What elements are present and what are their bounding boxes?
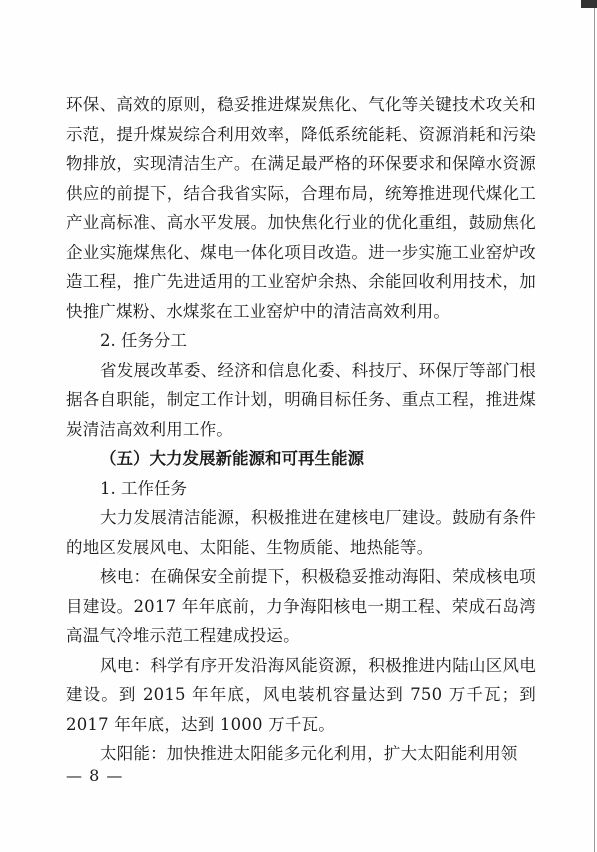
- paragraph-solar: 太阳能：加快推进太阳能多元化利用，扩大太阳能利用领: [100, 744, 518, 763]
- paragraph-wind: 风电：科学有序开发沿海风能资源，积极推进内陆山区风电建设。到 2015 年年底，风电装机容量达到 750 万千瓦；到 2017 年年底，达到 1000 万千瓦。: [66, 655, 536, 734]
- paragraph-coal-clean-use: 环保、高效的原则，稳妥推进煤炭焦化、气化等关键技术攻关和示范，提升煤炭综合利用效率，降低系统能耗、资源消耗和污染物排放，实现清洁生产。在满足最严格的环保要求和保障水资源供应的前提下，结合我省实际，合理布局，统筹推进现代煤化工产业高标准、高水平发展。加快焦化行业的优化重组，鼓励焦化企业实施煤焦化、煤电一体化项目改造。进一步实施工业窑炉改造工程，推广先进适用的工业窑炉余热、余能回收利用技术，加快推广煤粉、水煤浆在工业窑炉中的清洁高效利用。: [66, 95, 536, 321]
- heading-work-tasks: 1. 工作任务: [100, 478, 187, 498]
- paragraph-nuclear: 核电：在确保安全前提下，积极稳妥推动海阳、荣成核电项目建设。2017 年年底前，力争海阳核电一期工程、荣成石岛湾高温气冷堆示范工程建成投运。: [66, 567, 536, 645]
- scan-corner-mark: [581, 0, 597, 8]
- page-edge-line: [594, 0, 595, 852]
- document-body: [66, 90, 536, 769]
- paragraph-task-division: 省发展改革委、经济和信息化委、科技厅、环保厅等部门根据各自职能，制定工作计划，明确目标任务、重点工程，推进煤炭清洁高效利用工作。: [66, 360, 536, 439]
- page-number: — 8 —: [66, 766, 124, 785]
- paragraph-clean-energy: 大力发展清洁能源，积极推进在建核电厂建设。鼓励有条件的地区发展风电、太阳能、生物质能、地热能等。: [66, 508, 536, 557]
- section-heading-new-energy: （五）大力发展新能源和可再生能源: [100, 449, 364, 468]
- heading-task-division: 2. 任务分工: [100, 331, 187, 350]
